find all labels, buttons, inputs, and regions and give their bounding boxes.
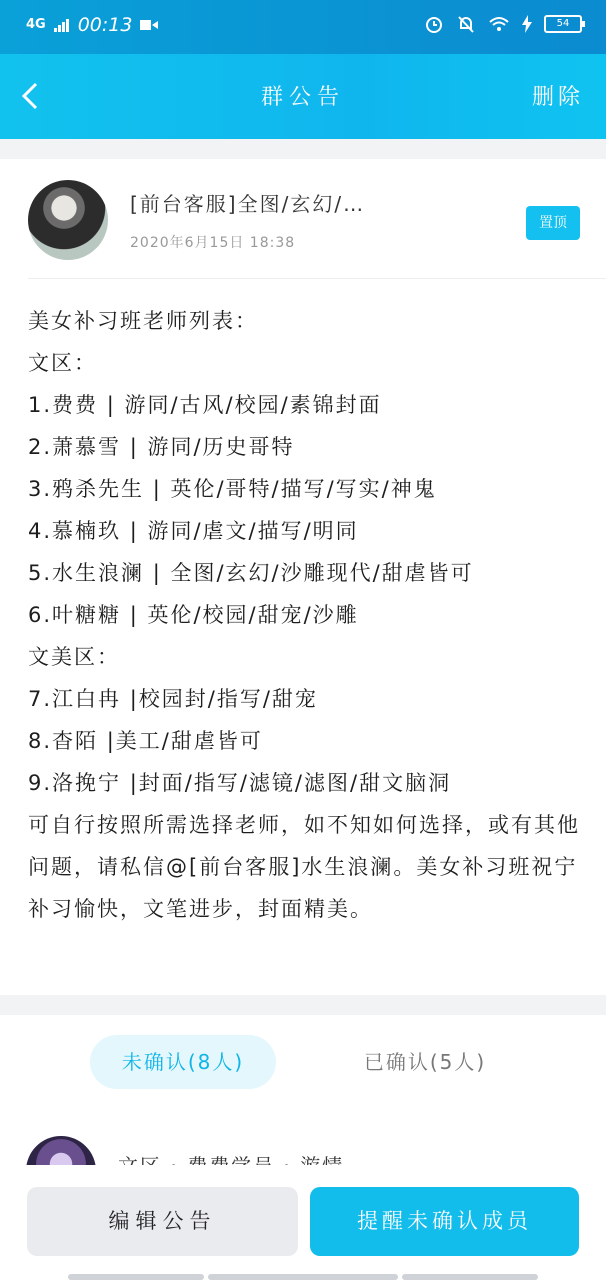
signal-icon [54,18,70,32]
post-timestamp: 2020年6月15日 18:38 [130,235,296,251]
divider [28,278,606,279]
pin-badge: 置顶 [526,206,580,240]
remind-unconfirmed-button[interactable]: 提醒未确认成员 [310,1187,579,1256]
alarm-icon [424,14,444,34]
video-icon [140,18,158,32]
content-line: 4.慕楠玖 | 游同/虐文/描写/明同 [28,519,359,543]
content-line: 8.杳陌 |美工/甜虐皆可 [28,729,263,753]
delete-button[interactable]: 删除 [531,85,584,110]
announcement-content [28,300,588,930]
author-name: [前台客服]全图/玄幻/… [130,192,366,216]
nav-gesture-bar [68,1274,204,1280]
nav-gesture-bar [402,1274,538,1280]
content-line: 3.鸦杀先生 | 英伦/哥特/描写/写实/神鬼 [28,477,437,501]
content-line: 9.洛挽宁 |封面/指写/滤镜/滤图/甜文脑洞 [28,771,452,795]
charging-icon [522,15,532,33]
status-right [424,14,582,34]
edit-announcement-button[interactable]: 编辑公告 [27,1187,298,1256]
nav-gesture-bar [208,1274,398,1280]
content-paragraph: 可自行按照所需选择老师，如不知如何选择，或有其他问题，请私信@[前台客服]水生浪澜。美女补习班祝宁补习愉快，文笔进步，封面精美。 [28,813,580,921]
content-line: 5.水生浪澜 | 全图/玄幻/沙雕现代/甜虐皆可 [28,561,474,585]
content-line: 文区： [28,351,97,375]
content-line: 6.叶糖糖 | 英伦/校园/甜宠/沙雕 [28,603,359,627]
nav-bar [0,54,606,139]
wifi-icon [488,15,510,33]
author-avatar[interactable] [28,180,108,260]
tab-confirmed[interactable]: 已确认(5人) [363,1050,487,1074]
battery-icon: 54 [544,15,582,33]
status-left [26,14,158,36]
network-indicator: 4G [26,17,46,32]
content-line: 文美区： [28,645,120,669]
content-line: 美女补习班老师列表： [28,309,258,333]
status-time: 00:13 [77,14,133,36]
content-line: 2.萧慕雪 | 游同/历史哥特 [28,435,295,459]
section-separator [0,995,606,1015]
tab-unconfirmed[interactable]: 未确认(8人) [90,1035,276,1089]
mute-bell-icon [456,14,476,34]
content-line: 1.费费 | 游同/古风/校园/素锦封面 [28,393,382,417]
content-line: 7.江白冉 |校园封/指写/甜宠 [28,687,318,711]
page-title: 群公告 [260,85,345,110]
status-bar [0,0,606,54]
